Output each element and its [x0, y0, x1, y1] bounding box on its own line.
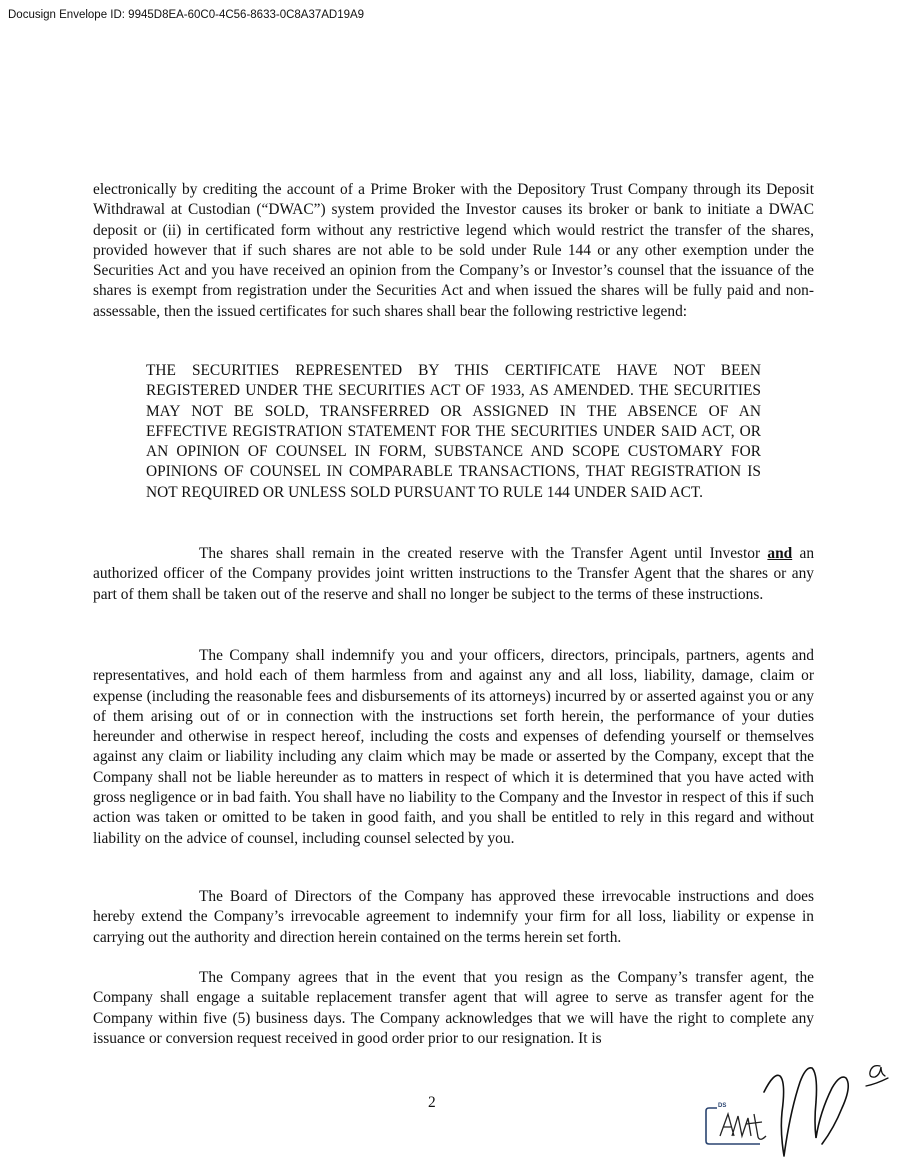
paragraph-dwac: electronically by crediting the account of a Prime Broker with the Depository Trust Company through its Deposit Withdrawal at Custodian (“DWAC”) system provided the Investor causes its broker or bank to initiate a DWAC deposit or (ii) in certificated form without any restrictive legend which would restrict the transfer of the shares, provided however that if such shares are not able to be sold under Rule 144 or any other exemption under the Securities Act and you have received an opinion from the Company’s or Investor’s counsel that the issuance of the shares is exempt from registration under the Securities Act and when issued the shares will be fully paid and non-assessable, then the issued certificates for such shares shall bear the following restrictive legend: — [93, 181, 814, 320]
handwritten-initial — [862, 1058, 892, 1092]
envelope-id: Docusign Envelope ID: 9945D8EA-60C0-4C56-8633-0C8A37AD19A9 — [8, 9, 365, 21]
paragraph-board-approval: The Board of Directors of the Company has approved these irrevocable instructions and does hereby extend the Company’s irrevocable agreement to indemnify your firm for all loss, liability or expense in carrying out the authority and direction herein contained on the terms herein set forth. — [93, 888, 814, 946]
page-number: 2 — [428, 1094, 436, 1111]
paragraph-reserve-end: an authorized officer of the Company provides joint written instructions to the Transfer Agent that the shares or any part of them shall be taken out of the reserve and shall no longer be subject to the terms of these instructions. — [93, 545, 815, 603]
restrictive-legend: THE SECURITIES REPRESENTED BY THIS CERTIFICATE HAVE NOT BEEN REGISTERED UNDER THE SECURITIES ACT OF 1933, AS AMENDED. THE SECURITIES MAY NOT BE SOLD, TRANSFERRED OR ASSIGNED IN THE ABSENCE OF AN EFFECTIVE REGISTRATION STATEMENT FOR THE SECURITIES UNDER SAID ACT, OR AN OPINION OF COUNSEL IN FORM, SUBSTANCE AND SCOPE CUSTOMARY FOR OPINIONS OF COUNSEL IN COMPARABLE TRANSACTIONS, THAT REGISTRATION IS NOT REQUIRED OR UNLESS SOLD PURSUANT TO RULE 144 UNDER SAID ACT. — [146, 362, 761, 501]
ds-label: DS — [718, 1103, 727, 1109]
emphasis-and: and — [767, 545, 793, 562]
paragraph-reserve-start: The shares shall remain in the created reserve with the Transfer Agent until Investor — [199, 545, 768, 562]
paragraph-resignation: The Company agrees that in the event that you resign as the Company’s transfer agent, the Company shall engage a suitable replacement transfer agent that will agree to serve as transfer agent for the Company within five (5) business days. The Company acknowledges that we will have the right to complete any issuance or conversion request received in good order prior to our resignation. It is — [93, 969, 814, 1047]
paragraph-indemnify: The Company shall indemnify you and your officers, directors, principals, partners, agents and representatives, and hold each of them harmless from and against any and all loss, liability, damage, claim or expense (including the reasonable fees and disbursements of its attorneys) incurred by or asserted against you or any of them arising out of or in connection with the instructions set forth herein, the performance of your duties hereunder and otherwise in respect hereof, including the costs and expenses of defending yourself or themselves against any claim or liability including any claim which may be made or asserted by the Company, except that the Company shall not be liable hereunder as to matters in respect of which it is determined that you have acted with gross negligence or in bad faith. You shall have no liability to the Company and the Investor in respect of this if such action was taken or omitted to be taken in good faith, and you shall be entitled to rely in this regard and without liability on the advice of counsel, including counsel selected by you. — [93, 647, 814, 847]
paragraph-reserve — [93, 544, 814, 605]
handwritten-signature — [760, 1052, 870, 1160]
